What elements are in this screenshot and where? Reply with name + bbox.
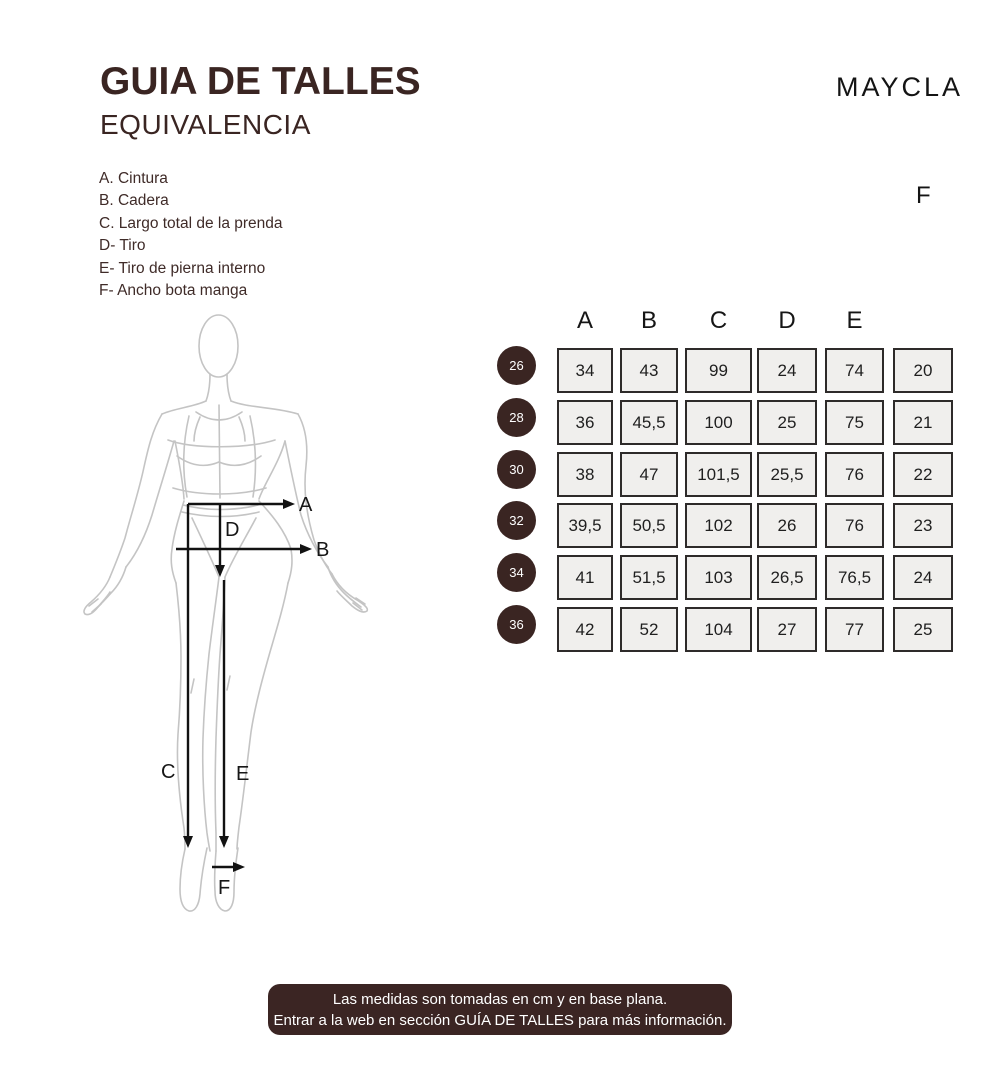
table-cell: 102 [685,503,752,548]
size-badge: 30 [497,450,536,489]
legend-item-a: A. Cintura [99,170,168,187]
table-cell: 103 [685,555,752,600]
table-cell: 25 [757,400,817,445]
table-row-28 [0,400,1000,445]
table-row-26 [0,348,1000,393]
legend-item-d: D- Tiro [99,237,146,255]
table-cell: 39,5 [557,503,613,548]
table-cell: 43 [620,348,678,393]
table-cell: 20 [893,348,953,393]
table-cell: 21 [893,400,953,445]
table-row-34 [0,555,1000,600]
size-badge: 32 [497,501,536,540]
table-cell: 34 [557,348,613,393]
table-cell: 36 [557,400,613,445]
table-cell: 76 [825,452,884,497]
table-cell: 77 [825,607,884,652]
table-cell: 26 [757,503,817,548]
table-cell: 42 [557,607,613,652]
label-e: E [236,763,250,785]
label-c: C [161,761,176,783]
table-cell: 23 [893,503,953,548]
table-cell: 104 [685,607,752,652]
column-header-c: C [709,307,728,334]
size-badge: 36 [497,605,536,644]
table-cell: 47 [620,452,678,497]
table-cell: 74 [825,348,884,393]
table-cell: 26,5 [757,555,817,600]
column-header-f: F [916,182,931,209]
table-row-32 [0,503,1000,548]
column-header-e: E [846,307,863,334]
page-subtitle: EQUIVALENCIA [100,109,311,140]
column-header-a: A [576,307,593,334]
table-row-30 [0,452,1000,497]
table-cell: 38 [557,452,613,497]
size-badge: 28 [497,398,536,437]
legend-item-b: B. Cadera [99,192,169,210]
footer-line2: Entrar a la web en sección GUÍA DE TALLES para más información. [273,1011,727,1029]
page-title: GUIA DE TALLES [100,60,421,103]
table-cell: 50,5 [620,503,678,548]
table-cell: 76,5 [825,555,884,600]
label-d: D [225,519,240,541]
table-cell: 24 [893,555,953,600]
column-header-d: D [778,307,796,334]
column-header-b: B [640,307,657,334]
legend-item-e: E- Tiro de pierna interno [99,259,266,277]
table-cell: 41 [557,555,613,600]
size-badge: 26 [497,346,536,385]
table-cell: 75 [825,400,884,445]
table-cell: 25 [893,607,953,652]
table-cell: 52 [620,607,678,652]
footer-note [268,984,732,1035]
label-a: A [299,494,313,516]
brand-logo: MAYCLA [836,72,964,102]
table-cell: 101,5 [685,452,752,497]
table-cell: 45,5 [620,400,678,445]
table-cell: 51,5 [620,555,678,600]
table-cell: 22 [893,452,953,497]
size-badge: 34 [497,553,536,592]
table-cell: 27 [757,607,817,652]
label-b: B [316,539,330,561]
table-cell: 99 [685,348,752,393]
table-cell: 100 [685,400,752,445]
table-cell: 76 [825,503,884,548]
legend-item-c: C. Largo total de la prenda [99,214,283,232]
footer-line1: Las medidas son tomadas en cm y en base plana. [332,990,668,1008]
label-f: F [218,877,231,899]
table-cell: 25,5 [757,452,817,497]
table-cell: 24 [757,348,817,393]
table-row-36 [0,607,1000,652]
legend-item-f: F- Ancho bota manga [99,282,248,300]
